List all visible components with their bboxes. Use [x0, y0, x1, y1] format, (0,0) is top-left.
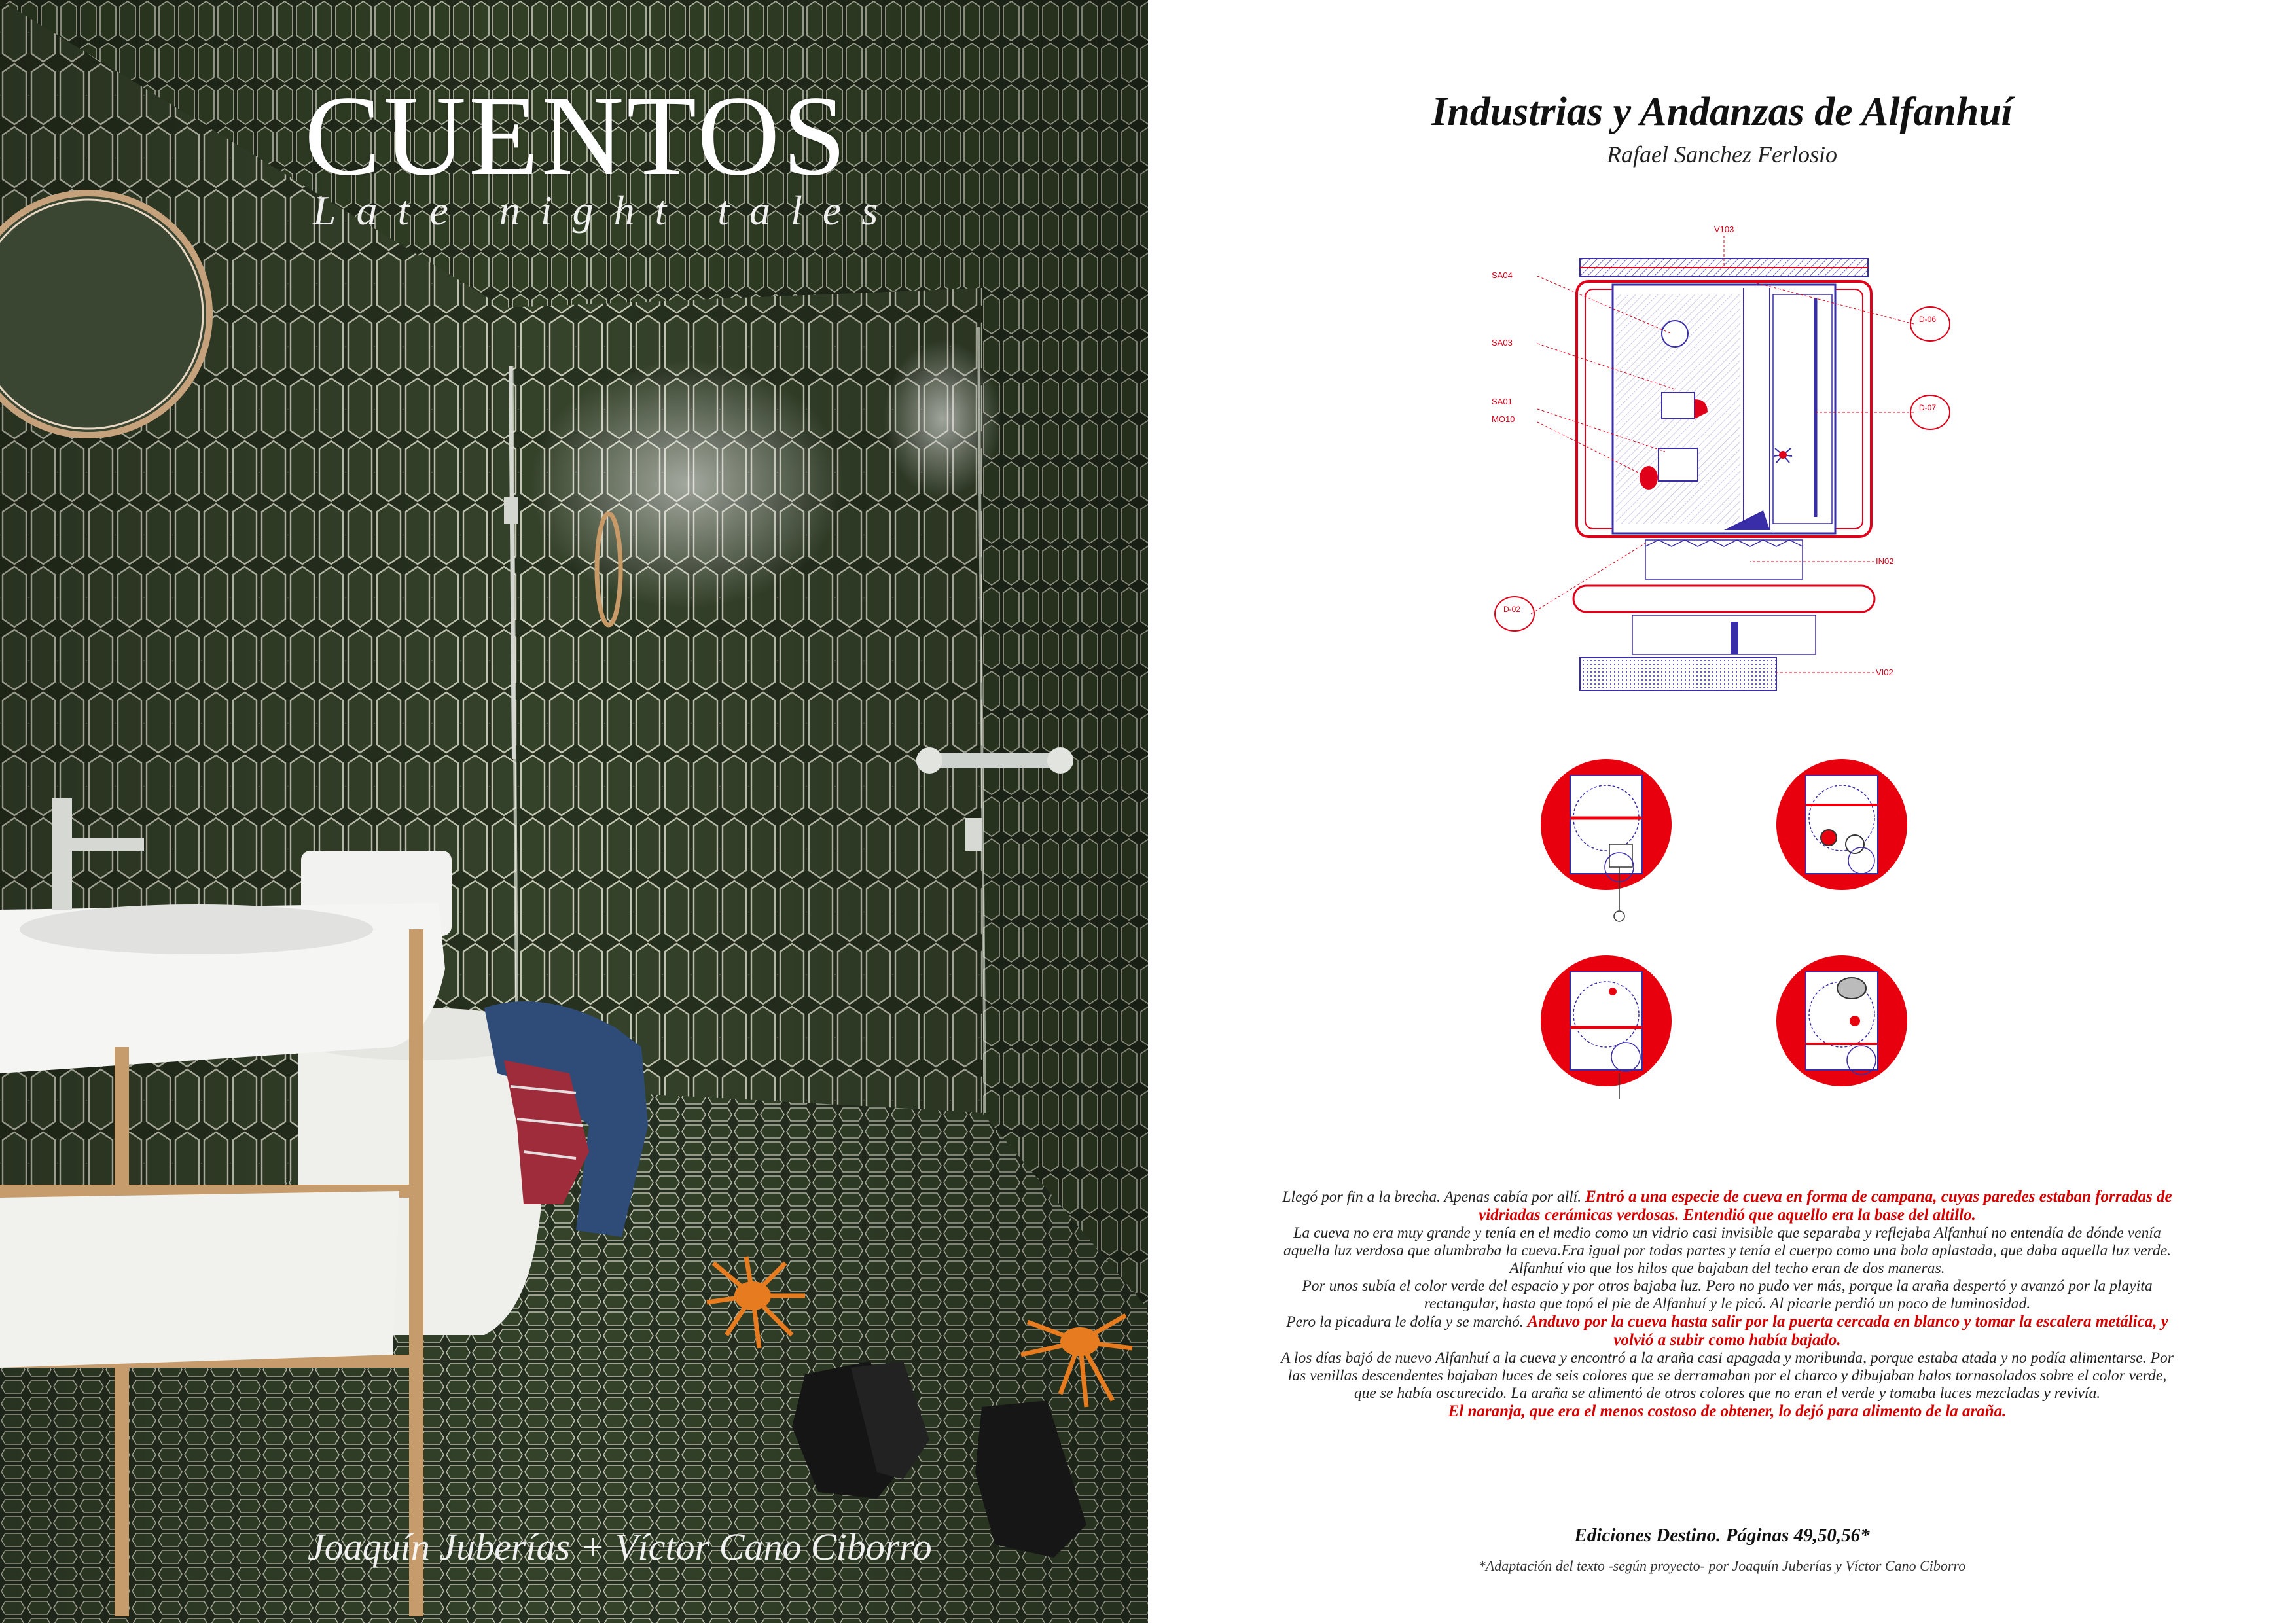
body-text: Por unos subía el color verde del espacio y por otros bajaba luz. Pero no pudo ver más, porque la araña despertó y avanzó por la playita rectangular, hasta que topó el pie de Alfanhuí y le picó. Al picarle perdió un poco de luminosidad. [1302, 1277, 2153, 1312]
plan-label-in02: IN02 [1876, 556, 1894, 566]
highlighted-text: El naranja, que era el menos costoso de obtener, lo dejó para alimento de la araña. [1448, 1402, 2007, 1420]
article-title: Industrias y Andanzas de Alfanhuí [1431, 90, 2013, 134]
body-paragraph [1279, 1224, 2176, 1277]
detail-circle-2 [1776, 759, 1907, 890]
detail-circle-1 [1541, 759, 1672, 921]
body-paragraph [1279, 1313, 2176, 1349]
footnote: *Adaptación del texto -según proyecto- por Joaquín Juberías y Víctor Cano Ciborro [1478, 1558, 1966, 1574]
article-author: Rafael Sanchez Ferlosio [1607, 141, 1837, 168]
detail-circle-4 [1776, 955, 1907, 1086]
cover-authors: Joaquín Juberías + Víctor Cano Ciborro [308, 1525, 932, 1568]
body-paragraph [1279, 1277, 2176, 1313]
plan-label-sa04: SA04 [1492, 270, 1513, 280]
plan-label-top: V103 [1714, 224, 1734, 234]
body-text: A los días bajó de nuevo Alfanhuí a la cueva y encontró a la araña casi apagada y moribunda, porque estaba atada y no podía alimentarse. Por las venillas descendentes bajaban luces de seis colores que se derramaban por el charco y dibujaban halos tornasolados sobre el color verde, que se había oscurecido. La araña se alimentó de otros colores que no eran el verde y tomaba luces mezcladas y revivía. [1281, 1349, 2174, 1402]
plan-label-mo10: MO10 [1492, 414, 1515, 424]
highlighted-text: Anduvo por la cueva hasta salir por la puerta cercada en blanco y tomar la escalera metálica, y volvió a subir como había bajado. [1527, 1313, 2168, 1349]
body-text: Pero la picadura le dolía y se marchó. [1286, 1313, 1528, 1330]
article-page [1148, 0, 2296, 1623]
detail-circle-3 [1541, 955, 1672, 1099]
cover-subtitle: Late night tales [313, 187, 899, 234]
highlighted-text: Entró a una especie de cueva en forma de campana, cuyas paredes estaban forradas de vidriadas cerámicas verdosas. Entendió que aquello era la base del altillo. [1479, 1188, 2172, 1224]
publication-info: Ediciones Destino. Páginas 49,50,56* [1574, 1525, 1870, 1546]
detail-diagrams [1515, 746, 1960, 1139]
plan-label-sa01: SA01 [1492, 397, 1513, 406]
cover-title: CUENTOS [304, 72, 849, 199]
plan-label-d02: D-02 [1503, 605, 1521, 614]
plan-label-d07: D-07 [1919, 403, 1937, 412]
body-paragraph [1279, 1402, 2176, 1421]
body-paragraph [1279, 1188, 2176, 1224]
body-text: La cueva no era muy grande y tenía en el medio como un vidrio casi invisible que separaba y reflejaba Alfanhuí no entendía de dónde venía aquella luz verdosa que alumbraba la cueva.Era igual por todas partes y tenía el cuerpo como una bola aplastada, que daba aquella luz verde. Alfanhuí vio que los hilos que bajaban del techo eran de dos maneras. [1283, 1224, 2172, 1277]
plan-label-sa03: SA03 [1492, 338, 1513, 348]
article-body [1279, 1188, 2176, 1421]
plan-label-vi02: VI02 [1876, 668, 1893, 677]
body-paragraph [1279, 1349, 2176, 1402]
body-text: Llegó por fin a la brecha. Apenas cabía por allí. [1282, 1188, 1586, 1205]
plan-label-d06: D-06 [1919, 315, 1937, 324]
plan-drawing [1475, 203, 1973, 713]
